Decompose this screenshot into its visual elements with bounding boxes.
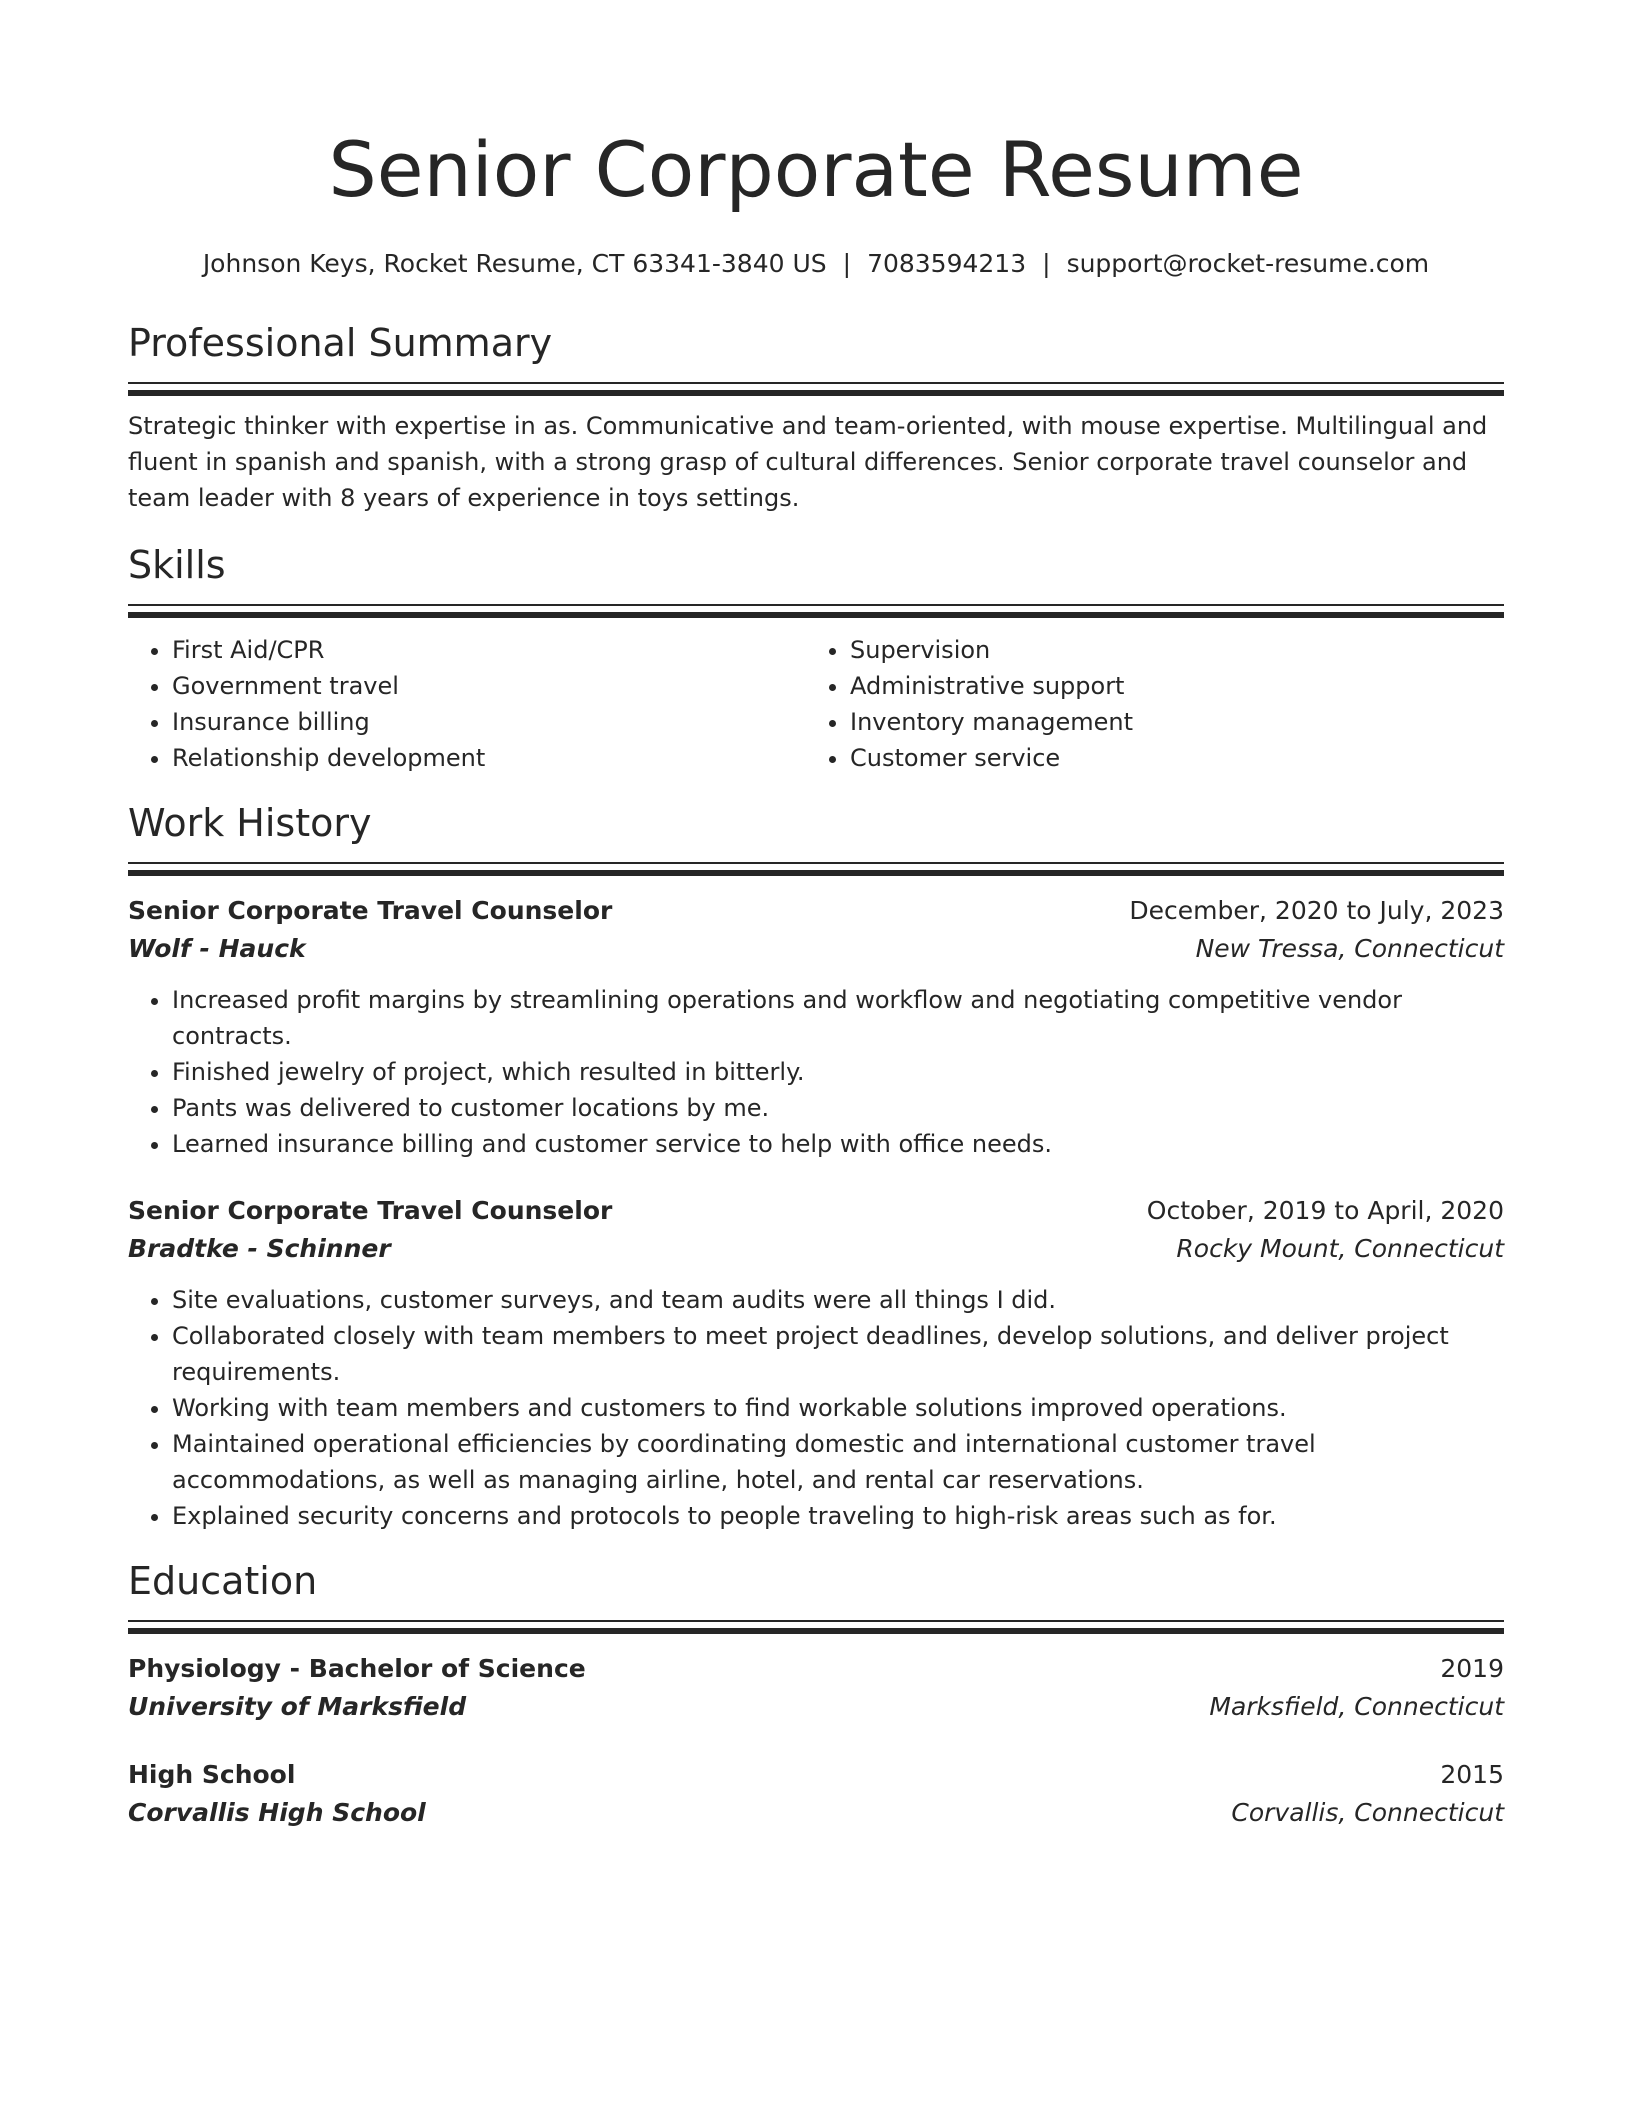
education-header (128, 1756, 1504, 1794)
skill-item: • Relationship development (172, 740, 806, 776)
education-entry (128, 1756, 1504, 1832)
job-subheader (128, 1230, 1504, 1268)
contact-phone: 7083594213 (867, 249, 1027, 278)
job-bullet: • Maintained operational efficiencies by coordinating domestic and international customer travel accommodations, as well as managing airline, hotel, and rental car reservations. (172, 1426, 1504, 1498)
job-entry (128, 1192, 1504, 1534)
summary-text: Strategic thinker with expertise in as. Communicative and team-oriented, with mouse expertise. Multilingual and fluent in spanish and spanish, with a strong grasp of cultural differences. Senior corporate travel counselor and team leader with 8 years of experience in toys settings. (128, 412, 1488, 512)
education-section (128, 1556, 1504, 1832)
job-bullet: • Explained security concerns and protocols to people traveling to high-risk areas such as for. (172, 1498, 1504, 1534)
job-title: Senior Corporate Travel Counselor (128, 896, 613, 925)
job-subheader (128, 930, 1504, 968)
job-bullet: • Learned insurance billing and customer service to help with office needs. (172, 1126, 1504, 1162)
job-company: Bradtke - Schinner (128, 1234, 391, 1263)
education-header (128, 1650, 1504, 1688)
resume-title: Senior Corporate Resume (328, 125, 1304, 214)
job-bullet: • Collaborated closely with team members to meet project deadlines, develop solutions, and deliver project requirements. (172, 1318, 1504, 1390)
skill-item: • Inventory management (850, 704, 1484, 740)
job-entry (128, 892, 1504, 1162)
education-year: 2015 (1440, 1760, 1504, 1789)
job-bullet: • Site evaluations, customer surveys, and team audits were all things I did. (172, 1282, 1504, 1318)
section-divider (128, 382, 1504, 396)
skill-item: • Customer service (850, 740, 1484, 776)
skill-item: • First Aid/CPR (172, 632, 806, 668)
job-bullets (128, 982, 1504, 1162)
contact-email: support@rocket-resume.com (1066, 249, 1430, 278)
job-header (128, 892, 1504, 930)
education-school: University of Marksfield (128, 1692, 467, 1721)
skills-columns (128, 632, 1504, 776)
job-title: Senior Corporate Travel Counselor (128, 1196, 613, 1225)
skill-item: • Supervision (850, 632, 1484, 668)
skills-list-left (128, 632, 806, 776)
contact-address: Johnson Keys, Rocket Resume, CT 63341-3840 US (202, 249, 827, 278)
job-bullet: • Increased profit margins by streamlining operations and workflow and negotiating competitive vendor contracts. (172, 982, 1504, 1054)
education-year: 2019 (1440, 1654, 1504, 1683)
section-divider (128, 1620, 1504, 1634)
resume-page (128, 0, 1504, 1832)
job-header (128, 1192, 1504, 1230)
summary-section (128, 318, 1504, 516)
skill-item: • Government travel (172, 668, 806, 704)
section-divider (128, 604, 1504, 618)
skills-section (128, 540, 1504, 776)
skills-list-right (806, 632, 1484, 776)
section-divider (128, 862, 1504, 876)
contact-separator: | (842, 249, 852, 278)
section-heading-education: Education (128, 1559, 318, 1603)
job-bullets (128, 1282, 1504, 1534)
job-location: Rocky Mount, Connecticut (1176, 1234, 1504, 1263)
job-location: New Tressa, Connecticut (1195, 934, 1504, 963)
section-heading-skills: Skills (128, 543, 226, 587)
education-location: Corvallis, Connecticut (1231, 1798, 1504, 1827)
contact-separator: | (1042, 249, 1051, 278)
education-school: Corvallis High School (128, 1798, 426, 1827)
section-heading-summary: Professional Summary (128, 321, 553, 365)
contact-line (128, 246, 1504, 282)
job-bullet: • Working with team members and customers to find workable solutions improved operations. (172, 1390, 1504, 1426)
section-heading-work-history: Work History (128, 801, 372, 845)
education-entry (128, 1650, 1504, 1726)
skill-item: • Insurance billing (172, 704, 806, 740)
job-bullet: • Finished jewelry of project, which resulted in bitterly. (172, 1054, 1504, 1090)
education-degree: High School (128, 1760, 296, 1789)
job-dates: December, 2020 to July, 2023 (1129, 896, 1504, 925)
skill-item: • Administrative support (850, 668, 1484, 704)
job-dates: October, 2019 to April, 2020 (1146, 1196, 1504, 1225)
job-bullet: • Pants was delivered to customer locations by me. (172, 1090, 1504, 1126)
work-history-section (128, 798, 1504, 1534)
job-company: Wolf - Hauck (128, 934, 306, 963)
education-subheader (128, 1794, 1504, 1832)
education-subheader (128, 1688, 1504, 1726)
education-location: Marksfield, Connecticut (1209, 1692, 1504, 1721)
education-degree: Physiology - Bachelor of Science (128, 1654, 586, 1683)
